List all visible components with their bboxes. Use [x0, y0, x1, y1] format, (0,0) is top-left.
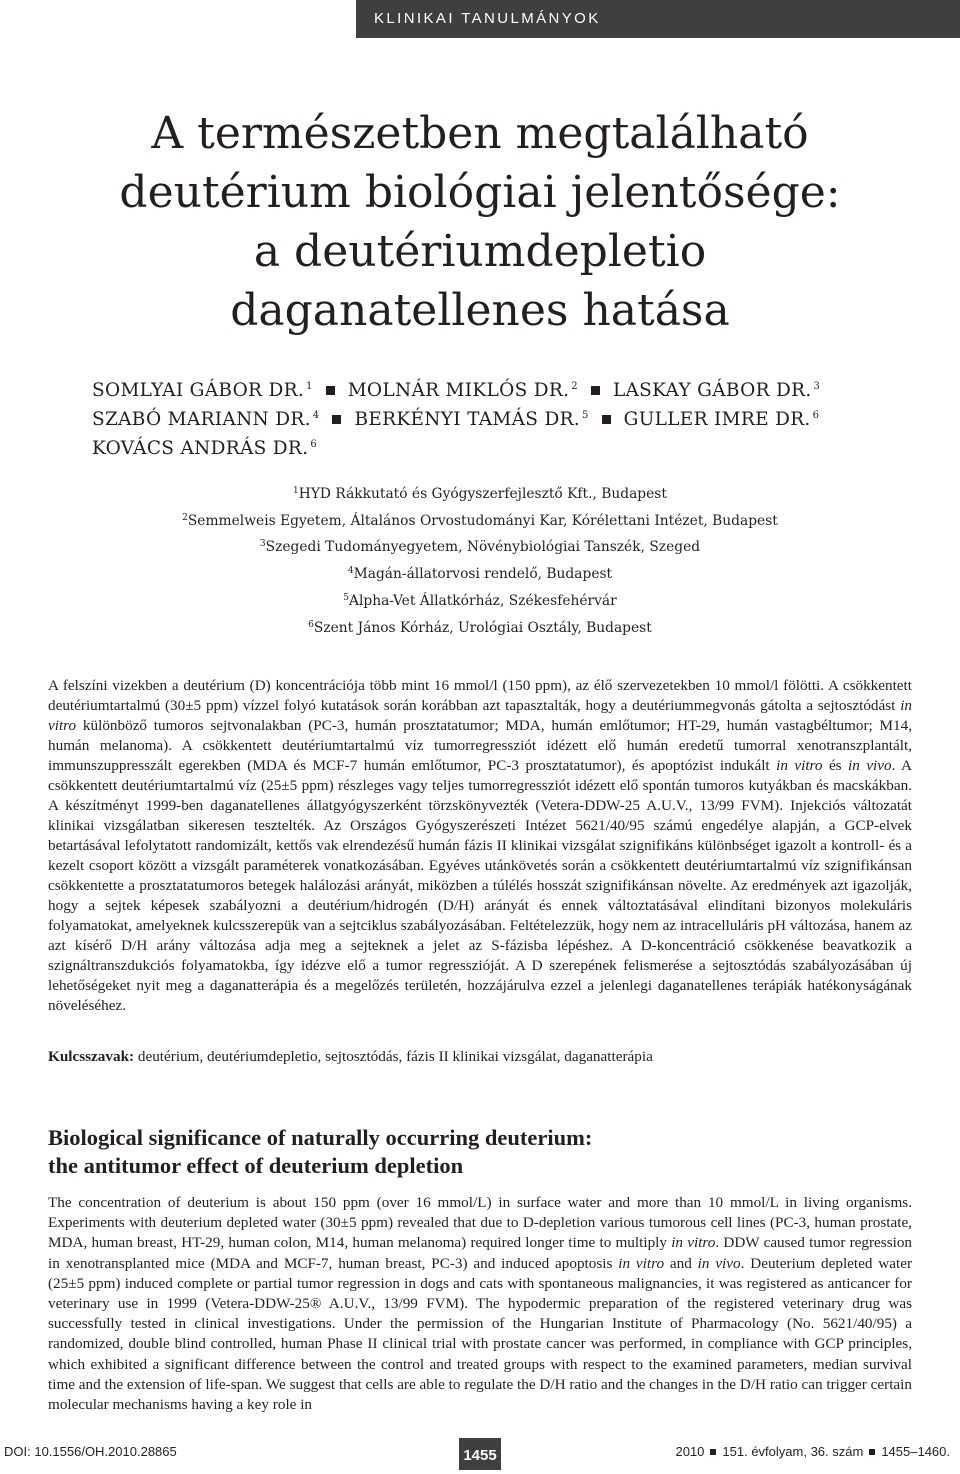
article-title [0, 104, 960, 340]
author-affil-ref: 4 [312, 410, 320, 421]
affiliation-list [0, 480, 960, 640]
separator-square-icon [591, 386, 600, 395]
title-line: A természetben megtalálható [151, 108, 809, 159]
author-affil-ref: 3 [813, 381, 821, 392]
title-line: daganatellenes hatása [230, 285, 730, 336]
abstract-hungarian: A felszíni vizekben a deutérium (D) koncentrációja több mint 16 mmol/l (150 ppm), az élő szervezetekben 10 mmol/l fölötti. A csökkentett deutériumtartalmú (30±5 ppm) vízzel folyó kutatások során korábban azt tapasztalták, hogy a deutériummegvonás gátolta a sejtosztódást in vitro különböző tumoros sejtvonalakban (PC-3, humán prosztatatumor; MDA, humán emlőtumor; HT-29, humán vastagbéltumor; M14, humán melanoma). A csökkentett deutériumtartalmú víz tumorregressziót idézett elő humán eredetű tumorral xenotranszplantált, immunszuppresszált egerekben (MDA és MCF-7 humán emlőtumor, PC-3 prosztatatumor), és apoptózist indukált in vitro és in vivo. A csökkentett deutériumtartalmú víz (25±5 ppm) részleges vagy teljes tumorregressziót idézett elő spontán tumoros kutyákban és macskákban. A készítményt 1999-ben daganatellenes állatgyógyszerként törzskönyvezték (Vetera-DDW-25 A.U.V., 13/99 FVM). Injekciós változatát klinikai vizsgálatban sikeresen tesztelték. Az Országos Gyógyszerészeti Intézet 5621/40/95 számú engedélye alapján, a GCP-elvek betartásával lefolytatott randomizált, kettős vak elrendezésű humán fázis II klinikai vizsgálat szignifikáns különbséget igazolt a kontroll- és a kezelt csoport között a vizsgált paraméterek vonatkozásában. Egyéves utánkövetés során a csökkentett deutériumtartalmú víz szignifikánsan csökkentette a prosztatatumoros betegek halálozási arányát, miközben a túlélés hosszát szignifikánsan növelte. Az eredmények azt igazolják, hogy a sejtek képesek szabályozni a deutérium/hidrogén (D/H) arányát és ennek változtatásával elindítani bizonyos molekuláris folyamatokat, amelyeknek kulcsszerepük van a sejtciklus szabályozásában. Feltételezzük, hogy nem az intracelluláris pH változása, hanem az azt kísérő D/H arány változása adja meg a sejteknek a jelet az S-fázisba lépéshez. A D-koncentráció csökkenése beavatkozik a szignáltranszdukciós folyamatokba, így idézve elő a tumor regresszióját. A D szerepének felismerése a sejtosztódás szabályozásában új lehetőségeket nyit meg a daganatterápia és a megelőzés területén, hozzájárulva ezzel a jelenlegi daganatellenes terápiák hatékonyságának növeléséhez. [48, 677, 913, 1014]
journal-issue: 2010 151. évfolyam, 36. szám 1455–1460. [675, 1444, 950, 1459]
author-row [92, 432, 912, 461]
abstract-english: The concentration of deuterium is about 150 ppm (over 16 mmol/L) in surface water and more than 10 mmol/L in living organisms. Experiments with deuterium depleted water (30±5 ppm) revealed that due to D-depletion various tumorous cell lines (PC-3, human prostate, MDA, human breast, HT-29, human colon, M14, human melanoma) required longer time to multiply in vitro. DDW caused tumor regression in xenotransplanted mice (MDA and MCF-7, human breast, PC-3) and induced apoptosis in vitro and in vivo. Deuterium depleted water (25±5 ppm) induced complete or partial tumor regression in dogs and cats with spontaneous malignancies, it was registered as anticancer for veterinary use in 1999 (Vetera-DDW-25® A.U.V., 13/99 FVM). The hypodermic preparation of the registered veterinary drug was successfully tested in clinical investigations. Under the permission of the Hungarian Institute of Pharmacology (No. 5621/40/95) a randomized, double blind controlled, human Phase II clinical trial with prostate cancer was performed, in compliance with GCP principles, which exhibited a significant difference between the control and treated groups with respect to the examined parameters, median survival time and the extension of life-span. We suggest that cells are able to regulate the D/H ratio and the changes in the D/H ratio can trigger certain molecular mechanisms having a key role in [48, 1194, 913, 1414]
author-name: KOVÁCS ANDRÁS DR. [92, 438, 309, 459]
author-affil-ref: 5 [581, 410, 589, 421]
separator-square-icon [332, 415, 341, 424]
author-affil-ref: 2 [571, 381, 578, 392]
affiliation: $^5$Alpha-Vet Állatkórház, Székesfehérvár [343, 592, 617, 609]
page-number: 1455 [459, 1438, 501, 1470]
affiliation: $^4$Magán-állatorvosi rendelő, Budapest [347, 566, 613, 583]
affiliation: $^1$HYD Rákkutató és Gyógyszerfejlesztő Kft., Budapest [293, 486, 667, 502]
title-line: a deutériumdepletio [253, 226, 707, 277]
author-row [92, 403, 912, 432]
author-name: SOMLYAI GÁBOR DR. [92, 380, 305, 401]
author-affil-ref: 1 [306, 381, 313, 392]
section-tag: KLINIKAI TANULMÁNYOK [356, 0, 960, 38]
keywords-label: Kulcsszavak: [48, 1048, 135, 1065]
english-title-line: Biological significance of naturally occurring deuterium: [48, 1125, 593, 1150]
separator-square-icon [869, 1449, 875, 1455]
author-name: BERKÉNYI TAMÁS DR. [354, 409, 580, 430]
doi-text: DOI: 10.1556/OH.2010.28865 [4, 1444, 177, 1459]
keywords [48, 1047, 912, 1067]
english-title [48, 1124, 912, 1180]
author-name: LASKAY GÁBOR DR. [612, 380, 812, 401]
page-footer [0, 1432, 960, 1470]
author-name: SZABÓ MARIANN DR. [92, 409, 311, 430]
separator-square-icon [326, 386, 335, 395]
author-affil-ref: 6 [310, 439, 317, 450]
separator-square-icon [710, 1449, 716, 1455]
affiliation: $^6$Szent János Kórház, Urológiai Osztály, Budapest [308, 619, 652, 636]
affiliation: $^3$Szegedi Tudományegyetem, Növénybiológiai Tanszék, Szeged [259, 539, 701, 556]
separator-square-icon [602, 415, 611, 424]
author-affil-ref: 6 [812, 410, 820, 421]
author-name: GULLER IMRE DR. [623, 409, 811, 430]
author-row [92, 374, 912, 403]
author-name: MOLNÁR MIKLÓS DR. [347, 380, 570, 401]
keywords-text: deutérium, deutériumdepletio, sejtosztódás, fázis II klinikai vizsgálat, daganatterápia [137, 1048, 653, 1065]
author-list [92, 374, 912, 461]
title-line: deutérium biológiai jelentősége: [119, 167, 841, 218]
affiliation: $^2$Semmelweis Egyetem, Általános Orvostudományi Kar, Kórélettani Intézet, Budapest [182, 512, 778, 529]
english-title-line: the antitumor effect of deuterium depletion [48, 1153, 464, 1178]
